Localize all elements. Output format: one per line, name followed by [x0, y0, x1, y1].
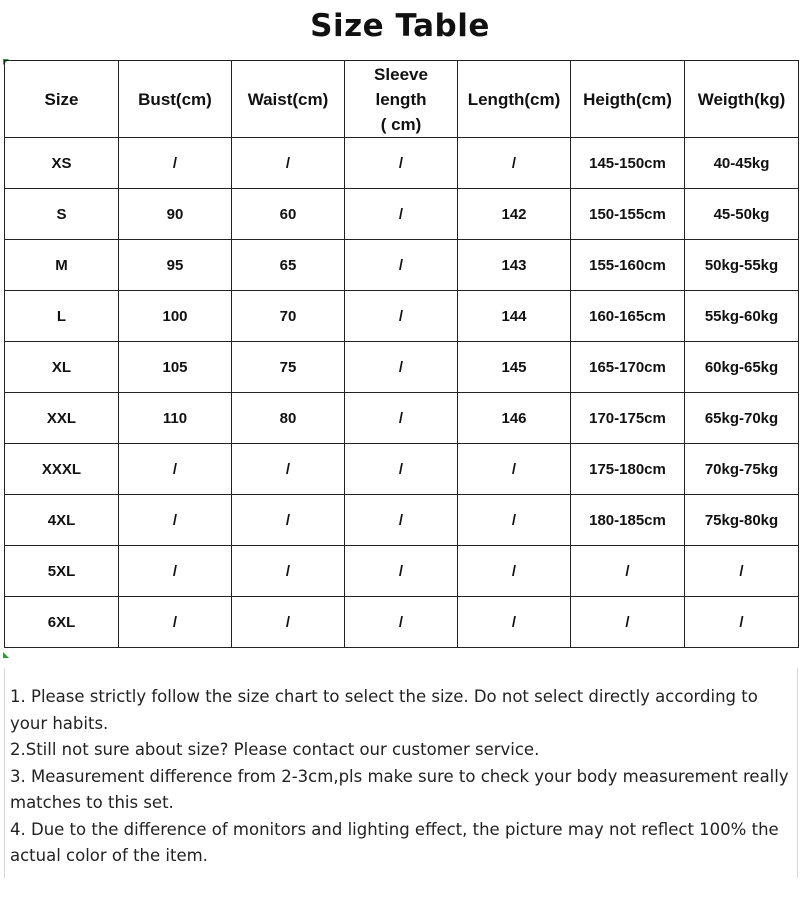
- cell-bust: 100: [119, 291, 232, 342]
- cell-waist: /: [232, 495, 345, 546]
- cell-sleeve: /: [345, 189, 458, 240]
- cell-height: 155-160cm: [571, 240, 685, 291]
- table-row: [5, 240, 799, 291]
- cell-sleeve: /: [345, 444, 458, 495]
- cell-waist: 70: [232, 291, 345, 342]
- cell-height: 175-180cm: [571, 444, 685, 495]
- table-row: [5, 138, 799, 189]
- corner-mark-bottom: [3, 652, 9, 658]
- cell-weight: 70kg-75kg: [685, 444, 799, 495]
- header-sleeve-length: [345, 61, 458, 138]
- note-item: 4. Due to the difference of monitors and lighting effect, the picture may not reflect 100% the actual color of the item.: [10, 819, 779, 865]
- cell-weight: 50kg-55kg: [685, 240, 799, 291]
- header-sleeve-line1: Sleeve: [374, 64, 428, 84]
- cell-size: XXL: [5, 393, 119, 444]
- header-height: Heigth(cm): [571, 61, 685, 138]
- cell-length: 144: [458, 291, 571, 342]
- cell-size: XXXL: [5, 444, 119, 495]
- cell-size: 5XL: [5, 546, 119, 597]
- cell-size: XL: [5, 342, 119, 393]
- cell-height: /: [571, 546, 685, 597]
- cell-bust: 110: [119, 393, 232, 444]
- cell-height: 145-150cm: [571, 138, 685, 189]
- cell-bust: /: [119, 597, 232, 648]
- cell-size: S: [5, 189, 119, 240]
- note-item: 1. Please strictly follow the size chart to select the size. Do not select directly according to your habits.: [10, 687, 758, 733]
- cell-length: 143: [458, 240, 571, 291]
- header-weight: Weigth(kg): [685, 61, 799, 138]
- cell-length: 146: [458, 393, 571, 444]
- cell-sleeve: /: [345, 291, 458, 342]
- size-table-container: [4, 60, 798, 648]
- cell-length: /: [458, 546, 571, 597]
- cell-height: 165-170cm: [571, 342, 685, 393]
- cell-length: 145: [458, 342, 571, 393]
- cell-sleeve: /: [345, 138, 458, 189]
- cell-bust: /: [119, 444, 232, 495]
- table-row: [5, 291, 799, 342]
- cell-weight: /: [685, 597, 799, 648]
- cell-sleeve: /: [345, 393, 458, 444]
- cell-bust: 105: [119, 342, 232, 393]
- cell-size: M: [5, 240, 119, 291]
- cell-waist: 65: [232, 240, 345, 291]
- cell-size: XS: [5, 138, 119, 189]
- cell-size: L: [5, 291, 119, 342]
- table-header-row: [5, 61, 799, 138]
- header-waist: Waist(cm): [232, 61, 345, 138]
- notes-list: [5, 684, 797, 870]
- table-row: [5, 342, 799, 393]
- cell-sleeve: /: [345, 597, 458, 648]
- cell-sleeve: /: [345, 240, 458, 291]
- cell-height: /: [571, 597, 685, 648]
- cell-bust: 90: [119, 189, 232, 240]
- cell-waist: 75: [232, 342, 345, 393]
- cell-bust: /: [119, 546, 232, 597]
- cell-sleeve: /: [345, 342, 458, 393]
- cell-weight: 75kg-80kg: [685, 495, 799, 546]
- header-size: Size: [5, 61, 119, 138]
- table-row: [5, 393, 799, 444]
- table-row: [5, 495, 799, 546]
- cell-bust: /: [119, 495, 232, 546]
- cell-waist: /: [232, 138, 345, 189]
- cell-height: 180-185cm: [571, 495, 685, 546]
- cell-weight: 65kg-70kg: [685, 393, 799, 444]
- note-item: 3. Measurement difference from 2-3cm,pls make sure to check your body measurement really matches to this set.: [10, 766, 789, 812]
- cell-height: 160-165cm: [571, 291, 685, 342]
- header-sleeve-line2: length: [375, 89, 427, 109]
- header-bust: Bust(cm): [119, 61, 232, 138]
- cell-length: /: [458, 444, 571, 495]
- page-title: Size Table: [310, 8, 490, 44]
- cell-bust: /: [119, 138, 232, 189]
- cell-bust: 95: [119, 240, 232, 291]
- cell-weight: 55kg-60kg: [685, 291, 799, 342]
- cell-weight: 45-50kg: [685, 189, 799, 240]
- cell-waist: 60: [232, 189, 345, 240]
- cell-size: 4XL: [5, 495, 119, 546]
- cell-waist: /: [232, 597, 345, 648]
- cell-height: 170-175cm: [571, 393, 685, 444]
- notes-section: [4, 668, 798, 878]
- cell-waist: /: [232, 444, 345, 495]
- cell-waist: /: [232, 546, 345, 597]
- cell-weight: /: [685, 546, 799, 597]
- size-table: [4, 60, 799, 648]
- cell-length: /: [458, 495, 571, 546]
- cell-weight: 40-45kg: [685, 138, 799, 189]
- table-row: [5, 444, 799, 495]
- cell-length: 142: [458, 189, 571, 240]
- cell-sleeve: /: [345, 546, 458, 597]
- cell-weight: 60kg-65kg: [685, 342, 799, 393]
- cell-waist: 80: [232, 393, 345, 444]
- table-row: [5, 546, 799, 597]
- note-item: 2.Still not sure about size? Please contact our customer service.: [10, 740, 540, 759]
- cell-size: 6XL: [5, 597, 119, 648]
- cell-height: 150-155cm: [571, 189, 685, 240]
- cell-length: /: [458, 138, 571, 189]
- table-row: [5, 189, 799, 240]
- header-length: Length(cm): [458, 61, 571, 138]
- header-sleeve-line3: ( cm): [380, 114, 422, 134]
- cell-length: /: [458, 597, 571, 648]
- cell-sleeve: /: [345, 495, 458, 546]
- size-table-body: [5, 138, 799, 648]
- table-row: [5, 597, 799, 648]
